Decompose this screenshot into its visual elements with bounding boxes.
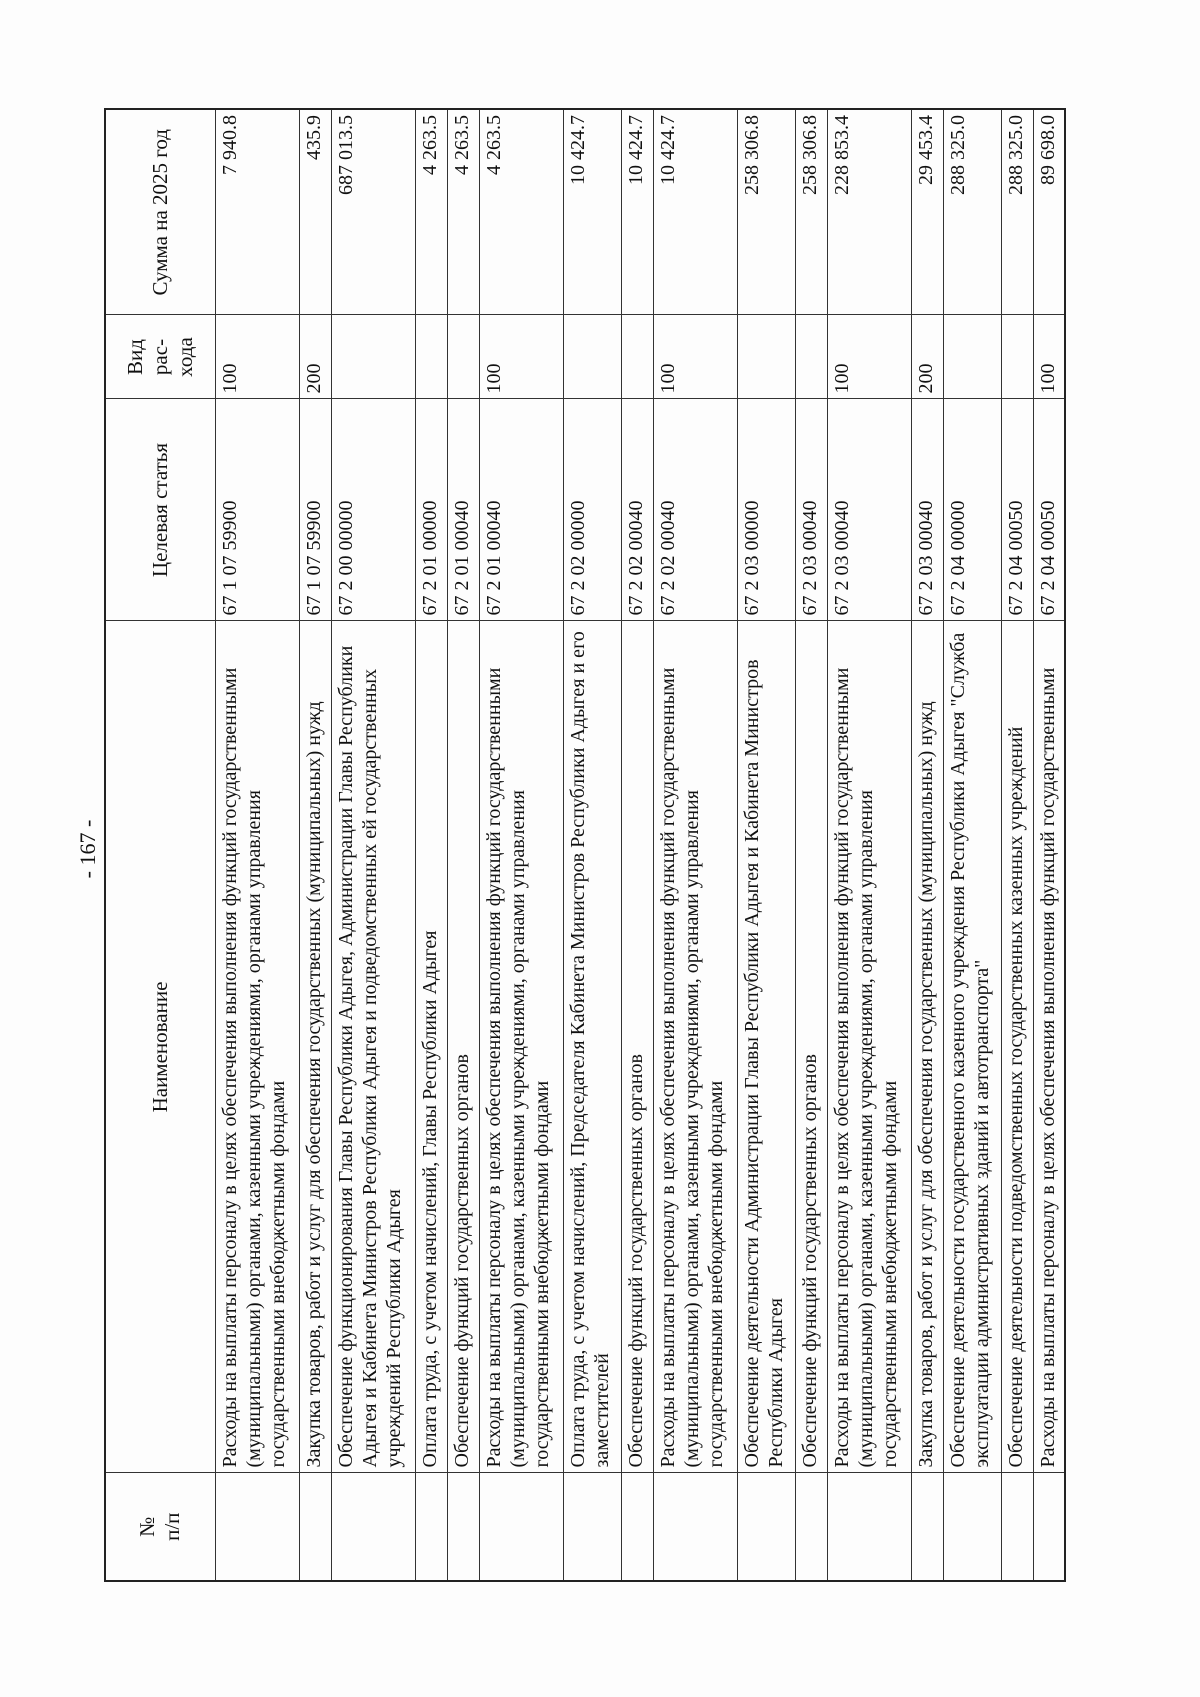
row-expense-kind-cell (1001, 315, 1033, 399)
table-header-row (105, 109, 215, 1581)
budget-table (104, 108, 1066, 1582)
row-target-code-cell: 67 2 03 00040 (911, 399, 943, 621)
row-expense-kind-cell: 200 (299, 315, 331, 399)
row-target-code-cell: 67 2 01 00040 (447, 399, 479, 621)
row-sum-cell: 29 453.4 (911, 109, 943, 315)
table-row (621, 109, 653, 1581)
table-row (911, 109, 943, 1581)
row-sum-cell: 258 306.8 (737, 109, 795, 315)
row-num-cell (1033, 1473, 1065, 1581)
row-sum-cell: 4 263.5 (479, 109, 563, 315)
header-name: Наименование (105, 621, 215, 1473)
row-sum-cell: 4 263.5 (415, 109, 447, 315)
row-name-cell: Расходы на выплаты персоналу в целях обеспечения выполнения функций государственными (муниципальными) органами, казенными учреждениями, органами управления государственными внебюджетными фондами (827, 621, 911, 1473)
row-target-code-cell: 67 2 02 00040 (621, 399, 653, 621)
row-sum-cell: 228 853.4 (827, 109, 911, 315)
row-num-cell (415, 1473, 447, 1581)
row-sum-cell: 435.9 (299, 109, 331, 315)
row-num-cell (563, 1473, 621, 1581)
row-name-cell: Обеспечение функций государственных органов (447, 621, 479, 1473)
row-name-cell: Обеспечение функционирования Главы Республики Адыгея, Администрации Главы Республики Адыгея и Кабинета Министров Республики Адыгея и подведомственных ей государственных учреждений Республики Адыгея (331, 621, 415, 1473)
row-sum-cell: 687 013.5 (331, 109, 415, 315)
budget-table-wrapper (104, 110, 1062, 1582)
row-name-cell: Расходы на выплаты персоналу в целях обеспечения выполнения функций государственными (1033, 621, 1065, 1473)
row-sum-cell: 288 325.0 (1001, 109, 1033, 315)
table-row (299, 109, 331, 1581)
row-name-cell: Закупка товаров, работ и услуг для обеспечения государственных (муниципальных) нужд (911, 621, 943, 1473)
header-target: Целевая статья (105, 399, 215, 621)
row-sum-cell: 4 263.5 (447, 109, 479, 315)
row-num-cell (827, 1473, 911, 1581)
row-expense-kind-cell (415, 315, 447, 399)
row-sum-cell: 288 325.0 (943, 109, 1001, 315)
row-expense-kind-cell: 200 (911, 315, 943, 399)
row-num-cell (653, 1473, 737, 1581)
table-row (827, 109, 911, 1581)
table-row (653, 109, 737, 1581)
row-name-cell: Обеспечение деятельности Администрации Главы Республики Адыгея и Кабинета Министров Республики Адыгея (737, 621, 795, 1473)
table-row (1001, 109, 1033, 1581)
row-expense-kind-cell (795, 315, 827, 399)
row-expense-kind-cell: 100 (479, 315, 563, 399)
row-expense-kind-cell (331, 315, 415, 399)
row-target-code-cell: 67 2 02 00000 (563, 399, 621, 621)
table-row (795, 109, 827, 1581)
row-name-cell: Расходы на выплаты персоналу в целях обеспечения выполнения функций государственными (муниципальными) органами, казенными учреждениями, органами управления государственными внебюджетными фондами (215, 621, 299, 1473)
row-target-code-cell: 67 2 04 00000 (943, 399, 1001, 621)
row-target-code-cell: 67 2 01 00000 (415, 399, 447, 621)
table-row (737, 109, 795, 1581)
row-name-cell: Обеспечение деятельности государственного казенного учреждения Республики Адыгея "Служба эксплуатации административных зданий и автотранспорта" (943, 621, 1001, 1473)
row-sum-cell: 7 940.8 (215, 109, 299, 315)
header-sum: Сумма на 2025 год (105, 109, 215, 315)
table-row (943, 109, 1001, 1581)
row-name-cell: Обеспечение функций государственных органов (621, 621, 653, 1473)
row-target-code-cell: 67 2 03 00000 (737, 399, 795, 621)
table-row (563, 109, 621, 1581)
row-expense-kind-cell: 100 (215, 315, 299, 399)
row-num-cell (215, 1473, 299, 1581)
row-target-code-cell: 67 2 02 00040 (653, 399, 737, 621)
row-target-code-cell: 67 2 03 00040 (795, 399, 827, 621)
row-sum-cell: 10 424.7 (653, 109, 737, 315)
row-num-cell (299, 1473, 331, 1581)
table-row (447, 109, 479, 1581)
row-name-cell: Расходы на выплаты персоналу в целях обеспечения выполнения функций государственными (муниципальными) органами, казенными учреждениями, органами управления государственными внебюджетными фондами (479, 621, 563, 1473)
row-num-cell (795, 1473, 827, 1581)
row-num-cell (621, 1473, 653, 1581)
row-target-code-cell: 67 2 01 00040 (479, 399, 563, 621)
row-target-code-cell: 67 2 04 00050 (1001, 399, 1033, 621)
row-expense-kind-cell: 100 (827, 315, 911, 399)
row-target-code-cell: 67 1 07 59900 (215, 399, 299, 621)
table-row (215, 109, 299, 1581)
row-expense-kind-cell: 100 (1033, 315, 1065, 399)
row-name-cell: Обеспечение деятельности подведомственных государственных казенных учреждений (1001, 621, 1033, 1473)
row-expense-kind-cell (621, 315, 653, 399)
row-num-cell (479, 1473, 563, 1581)
row-expense-kind-cell: 100 (653, 315, 737, 399)
row-num-cell (943, 1473, 1001, 1581)
table-row (331, 109, 415, 1581)
table-row (1033, 109, 1065, 1581)
row-name-cell: Оплата труда, с учетом начислений, Главы Республики Адыгея (415, 621, 447, 1473)
row-name-cell: Расходы на выплаты персоналу в целях обеспечения выполнения функций государственными (муниципальными) органами, казенными учреждениями, органами управления государственными внебюджетными фондами (653, 621, 737, 1473)
row-name-cell: Обеспечение функций государственных органов (795, 621, 827, 1473)
row-num-cell (331, 1473, 415, 1581)
row-name-cell: Закупка товаров, работ и услуг для обеспечения государственных (муниципальных) нужд (299, 621, 331, 1473)
row-num-cell (1001, 1473, 1033, 1581)
row-expense-kind-cell (563, 315, 621, 399)
table-row (415, 109, 447, 1581)
table-row (479, 109, 563, 1581)
table-body (215, 109, 1065, 1581)
page-number: - 167 - (75, 819, 100, 879)
row-num-cell (737, 1473, 795, 1581)
row-target-code-cell: 67 2 03 00040 (827, 399, 911, 621)
row-name-cell: Оплата труда, с учетом начислений, Председателя Кабинета Министров Республики Адыгея и его заместителей (563, 621, 621, 1473)
header-num: № п/п (105, 1473, 215, 1581)
row-sum-cell: 89 698.0 (1033, 109, 1065, 315)
header-kind: Вид рас-хода (105, 315, 215, 399)
row-expense-kind-cell (943, 315, 1001, 399)
row-num-cell (911, 1473, 943, 1581)
row-target-code-cell: 67 2 00 00000 (331, 399, 415, 621)
row-target-code-cell: 67 2 04 00050 (1033, 399, 1065, 621)
row-expense-kind-cell (447, 315, 479, 399)
row-sum-cell: 10 424.7 (563, 109, 621, 315)
row-expense-kind-cell (737, 315, 795, 399)
row-num-cell (447, 1473, 479, 1581)
row-sum-cell: 258 306.8 (795, 109, 827, 315)
row-target-code-cell: 67 1 07 59900 (299, 399, 331, 621)
row-sum-cell: 10 424.7 (621, 109, 653, 315)
